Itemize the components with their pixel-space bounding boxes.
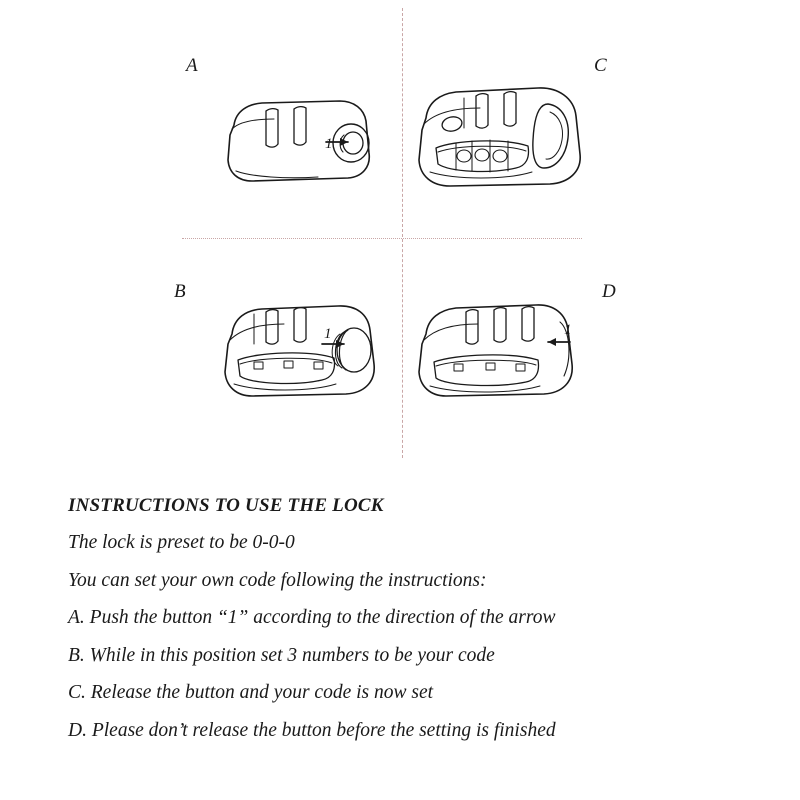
lock-figure-c bbox=[410, 82, 590, 192]
callout-number-a: 1 bbox=[325, 136, 333, 152]
instructions-block bbox=[68, 495, 748, 758]
lock-figure-b bbox=[218, 300, 394, 400]
quadrant-label-d: D bbox=[602, 281, 616, 302]
callout-number-b: 1 bbox=[324, 326, 332, 342]
instruction-line-c: C. Release the button and your code is now set bbox=[68, 682, 434, 703]
callout-number-d: 1 bbox=[564, 322, 572, 338]
instructions-title: INSTRUCTIONS TO USE THE LOCK bbox=[68, 495, 384, 516]
quadrant-label-c: C bbox=[594, 55, 607, 76]
instruction-line-intro: You can set your own code following the instructions: bbox=[68, 569, 487, 591]
vertical-divider bbox=[402, 8, 403, 458]
lock-figure-d bbox=[412, 300, 592, 400]
horizontal-divider bbox=[182, 238, 582, 239]
instruction-line-preset: The lock is preset to be 0-0-0 bbox=[68, 532, 295, 553]
instruction-line-d: D. Please don’t release the button before the setting is finished bbox=[68, 719, 556, 741]
lock-figure-a bbox=[222, 95, 392, 190]
quadrant-label-a: A bbox=[186, 55, 198, 76]
quadrant-label-b: B bbox=[174, 281, 186, 302]
instruction-line-b: B. While in this position set 3 numbers to be your code bbox=[68, 644, 495, 666]
instruction-line-a: A. Push the button “1” according to the direction of the arrow bbox=[68, 607, 556, 628]
